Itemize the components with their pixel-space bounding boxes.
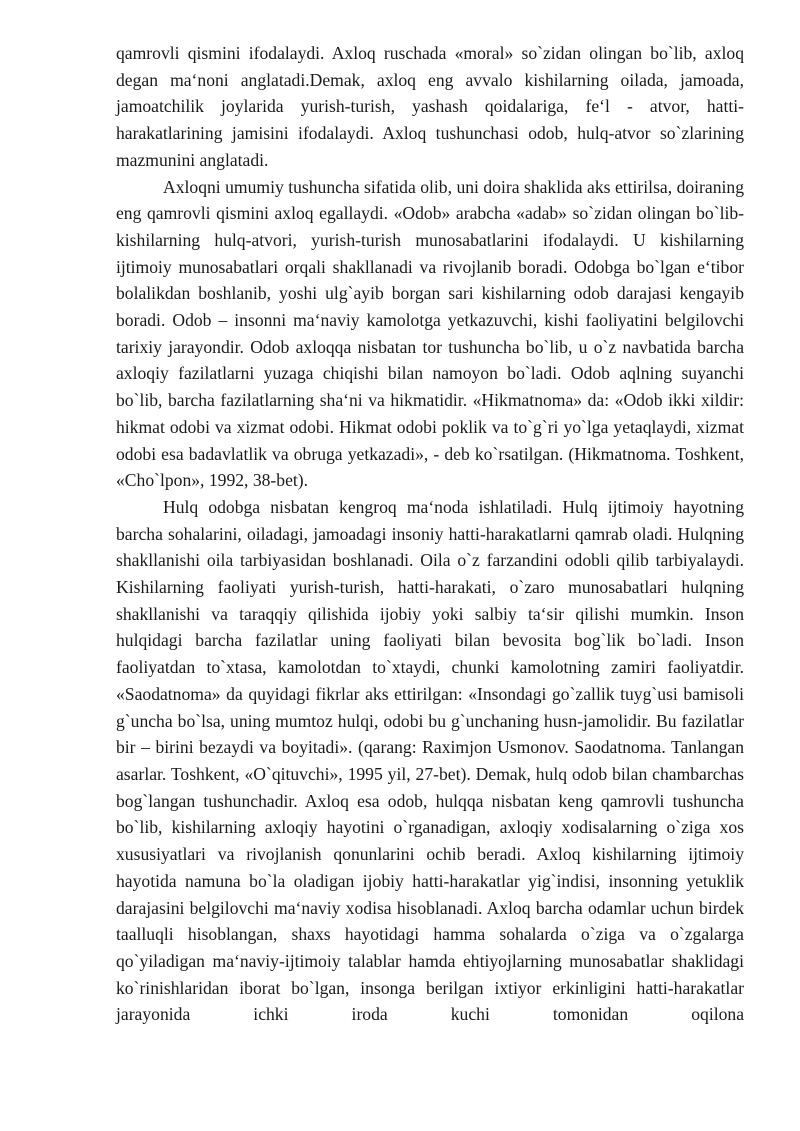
paragraph-odob: Axloqni umumiy tushuncha sifatida olib, uni doira shaklida aks ettirilsa, doiraning eng qamrovli qismini axloq egallaydi. «Odob» arabcha «adab» so`zidan olingan bo`lib-kishilarning hulq-atvori, yurish-turish munosabatlarini ifodalaydi. U kishilarning ijtimoiy munosabatlari orqali shakllanadi va rivojlanib boradi. Odobga bo`lgan e‘tibor bolalikdan boshlanib, yoshi ulg`ayib borgan sari kishilarning odob darajasi kengayib boradi. Odob – insonni ma‘naviy kamolotga yetkazuvchi, kishi faoliyatini belgilovchi tarixiy jarayondir. Odob axloqqa nisbatan tor tushuncha bo`lib, u o`z navbatida barcha axloqiy fazilatlarni yuzaga chiqishi bilan namoyon bo`ladi. Odob aqlning suyanchi bo`lib, barcha fazilatlarning sha‘ni va hikmatidir. «Hikmatnoma» da: «Odob ikki xildir: hikmat odobi va xizmat odobi. Hikmat odobi poklik va to`g`ri yo`lga yetaqlaydi, xizmat odobi esa badavlatlik va obruga yetkazadi», - deb ko`rsatilgan. (Hikmatnoma. Toshkent, «Cho`lpon», 1992, 38-bet). — [116, 176, 744, 491]
document-page — [116, 40, 744, 1028]
paragraph-intro: qamrovli qismini ifodalaydi. Axloq ruschada «moral» so`zidan olingan bo`lib, axloq degan ma‘noni anglatadi.Demak, axloq eng avvalo kishilarning oilada, jamoada, jamoatchilik joylarida yurish-turish, yashash qoidalariga, fe‘l - atvor, hatti-harakatlarining jamisini ifodalaydi. Axloq tushunchasi odob, hulq-atvor so`zlarining mazmunini anglatadi. — [116, 43, 744, 170]
paragraph-hulq: Hulq odobga nisbatan kengroq ma‘noda ishlatiladi. Hulq ijtimoiy hayotning barcha sohalarini, oiladagi, jamoadagi insoniy hatti-harakatlarni qamrab oladi. Hulqning shakllanishi oila tarbiyasidan boshlanadi. Oila o`z farzandini odobli qilib tarbiyalaydi. Kishilarning faoliyati yurish-turish, hatti-harakati, o`zaro munosabatlari hulqning shakllanishi va taraqqiy qilishida ijobiy yoki salbiy ta‘sir qilishi mumkin. Inson hulqidagi barcha fazilatlar uning faoliyati bilan bevosita bog`lik bo`ladi. Inson faoliyatdan to`xtasa, kamolotdan to`xtaydi, chunki kamolotning zamiri faoliyatdir. «Saodatnoma» da quyidagi fikrlar aks ettirilgan: «Insondagi go`zallik tuyg`usi bamisoli g`uncha bo`lsa, uning mumtoz hulqi, odobi bu g`unchaning husn-jamolidir. Bu fazilatlar bir – birini bezaydi va boyitadi». (qarang: Raximjon Usmonov. Saodatnoma. Tanlangan asarlar. Toshkent, «O`qituvchi», 1995 yil, 27-bet). Demak, hulq odob bilan chambarchas bog`langan tushunchadir. Axloq esa odob, hulqqa nisbatan keng qamrovli tushuncha bo`lib, kishilarning axloqiy hayotini o`rganadigan, axloqiy xodisalarning o`ziga xos xususiyatlari va rivojlanish qonunlarini ochib beradi. Axloq kishilarning ijtimoiy hayotida namuna bo`la oladigan ijobiy hatti-harakatlar yig`indisi, insonning yetuklik darajasini belgilovchi ma‘naviy xodisa hisoblanadi. Axloq barcha odamlar uchun birdek taalluqli hisoblangan, shaxs hayotidagi hamma sohalarda o`ziga va o`zgalarga qo`yiladigan ma‘naviy-ijtimoiy talablar hamda ehtiyojlarning munosabatlar shaklidagi ko`rinishlaridan iborat bo`lgan, insonga berilgan ixtiyor erkinligini hatti-harakatlar jarayonida ichki iroda kuchi tomonidan oqilona — [116, 496, 744, 1025]
